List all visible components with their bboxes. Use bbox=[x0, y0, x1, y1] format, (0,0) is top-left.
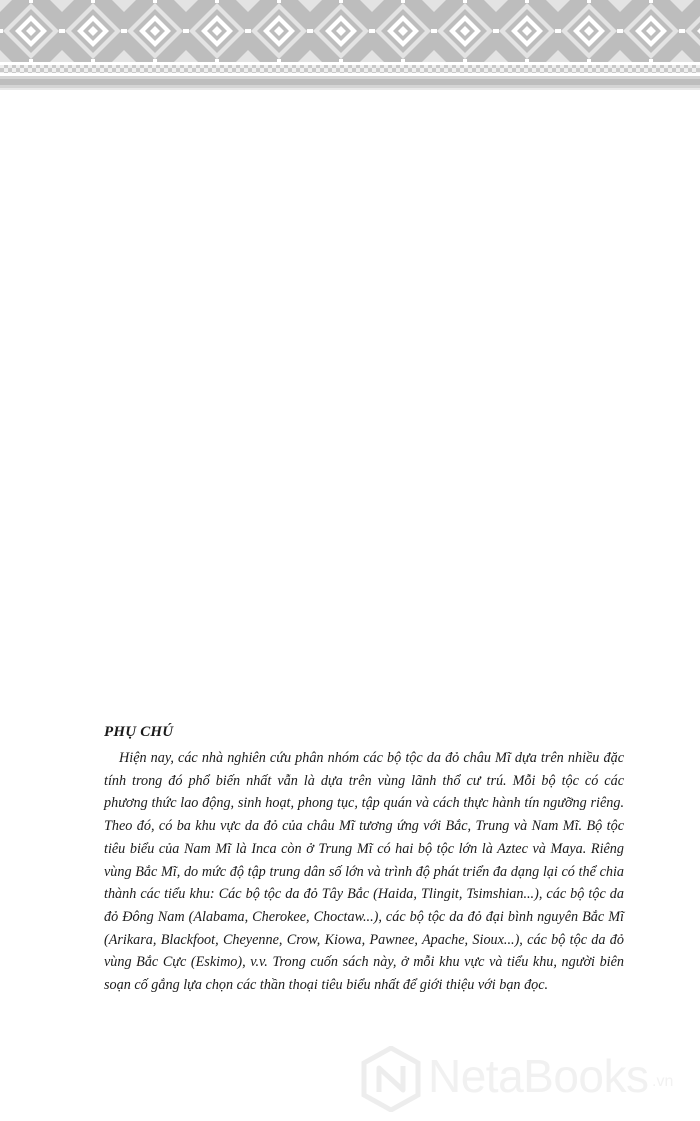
footnote-body: Hiện nay, các nhà nghiên cứu phân nhóm các bộ tộc da đỏ châu Mĩ dựa trên nhiều đặc tính trong đó phổ biến nhất vẫn là dựa trên vùng lãnh thổ cư trú. Mỗi bộ tộc có các phương thức lao động, sinh hoạt, phong tục, tập quán và cách thực hành tín ngưỡng riêng. Theo đó, có ba khu vực da đỏ của châu Mĩ tương ứng với Bắc, Trung và Nam Mĩ. Bộ tộc tiêu biểu của Nam Mĩ là Inca còn ở Trung Mĩ có hai bộ tộc lớn là Aztec và Maya. Riêng vùng Bắc Mĩ, do mức độ tập trung dân số lớn và trình độ phát triển đa dạng lại có thể chia thành các tiểu khu: Các bộ tộc da đỏ Tây Bắc (Haida, Tlingit, Tsimshian...), các bộ tộc da đỏ Đông Nam (Alabama, Cherokee, Choctaw...), các bộ tộc da đỏ đại bình nguyên Bắc Mĩ (Arikara, Blackfoot, Cheyenne, Crow, Kiowa, Pawnee, Apache, Sioux...), các bộ tộc da đỏ vùng Bắc Cực (Eskimo), v.v. Trong cuốn sách này, ở mỗi khu vực và tiểu khu, người biên soạn cố gắng lựa chọn các thần thoại tiêu biểu nhất để giới thiệu với bạn đọc. bbox=[104, 750, 624, 994]
footnote-section bbox=[104, 721, 624, 997]
ethnic-pattern-icon bbox=[0, 0, 700, 100]
neta-logo-icon bbox=[360, 1046, 422, 1112]
decorative-header-band bbox=[0, 0, 700, 100]
netabooks-watermark bbox=[360, 1042, 690, 1116]
watermark-suffix: .vn bbox=[652, 1073, 674, 1090]
footnote-title: PHỤ CHÚ bbox=[104, 724, 174, 740]
watermark-brand: NetaBooks bbox=[428, 1050, 649, 1102]
